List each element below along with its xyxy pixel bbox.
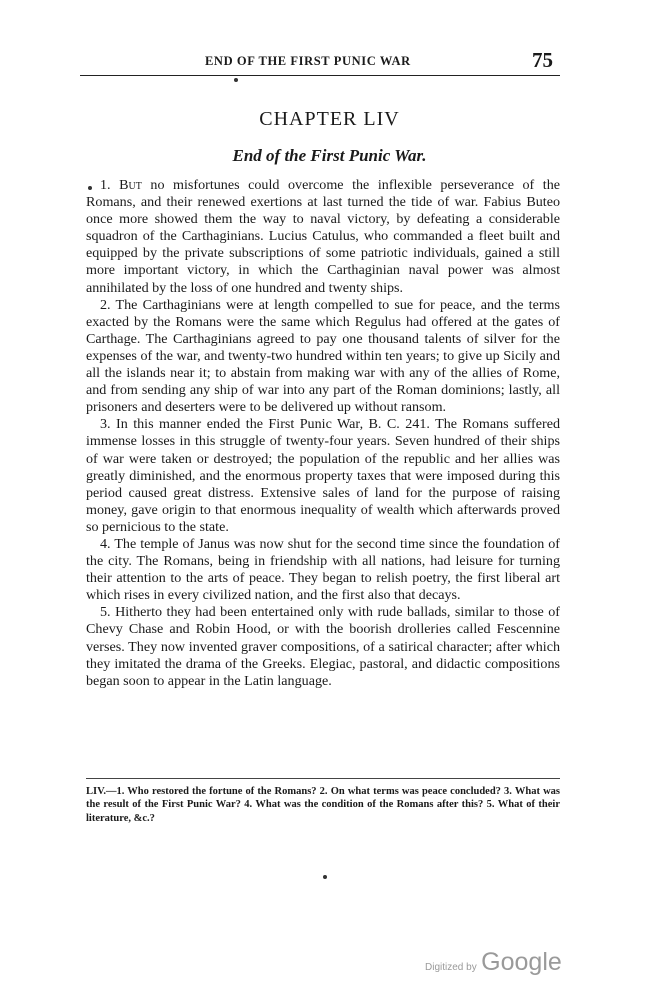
paragraph-2 <box>86 297 560 417</box>
paragraph-number: 2. <box>100 296 116 313</box>
paragraph-number: 3. <box>100 416 117 433</box>
paragraph-5 <box>86 604 560 689</box>
review-questions-footnote: LIV.—1. Who restored the fortune of the Romans? 2. On what terms was peace concluded? 3. What was the result of the First Punic War? 4. What was the condition of the Romans after this? 5. What of their literature, &c.? <box>86 786 560 824</box>
paragraph-text: Hitherto they had been entertained only with rude ballads, similar to those of Chevy Chase and Robin Hood, or with the boorish drolleries called Fescennine verses. They now invented graver compositions, of a satirical character; after which they imitated the drama of the Greeks. Elegiac, pastoral, and didactic compositions began soon to appear in the Latin language. <box>86 604 560 689</box>
chapter-subtitle: End of the First Punic War. <box>232 146 427 165</box>
paragraph-number: 5. <box>100 604 116 621</box>
page-number: 75 <box>532 48 553 72</box>
paragraph-opening-word: But <box>119 177 142 193</box>
chapter-body <box>86 177 560 690</box>
print-speck <box>88 186 92 190</box>
paragraph-text: no misfortunes could overcome the inflexible perseverance of the Romans, and their renewed exertions at last turned the tide of war. Fabius Buteo once more showed them the way to naval victory, by defeating a considerable squadron of the Carthaginians. Lucius Catulus, who commanded a fleet built and equipped by the private subscriptions of some patriotic individuals, gained a still more important victory, in which the Carthaginian naval power was almost annihilated by the loss of one hundred and twenty ships. <box>86 177 560 296</box>
paragraph-number: 1. <box>100 177 120 193</box>
print-speck <box>323 875 327 879</box>
chapter-title: CHAPTER LIV <box>259 108 400 130</box>
print-speck <box>234 78 238 82</box>
paragraph-3 <box>86 416 560 536</box>
paragraph-text: The temple of Janus was now shut for the second time since the foundation of the city. The Romans, being in friendship with all nations, had leisure for turning their attention to the arts of peace. They began to relish poetry, the first liberal art which rises in every civilized nation, and the first also that decays. <box>86 535 560 604</box>
watermark-brand: Google <box>481 948 562 976</box>
footnote-rule <box>86 778 560 779</box>
paragraph-number: 4. <box>100 535 115 552</box>
watermark-prefix: Digitized by <box>425 962 477 973</box>
paragraph-text: In this manner ended the First Punic War, B. C. 241. The Romans suffered immense losses in this struggle of twenty-four years. Seven hundred of their ships of war were taken or destroyed; the population of the republic and her allies was greatly diminished, and the enormous property taxes that were imposed during this period caused great distress. Extensive sales of land for the purpose of raising money, gave origin to that enormous inequality of wealth which afterwards proved so pernicious to the state. <box>86 416 560 535</box>
paragraph-text: The Carthaginians were at length compelled to sue for peace, and the terms exacted by the Romans were the same which Regulus had offered at the gates of Carthage. The Carthaginians agreed to pay one thousand talents of silver for the expenses of the war, and twenty-two hundred within ten years; to give up Sicily and all the islands near it; to abstain from making war with any of the allies of Rome, and from sending any ship of war into any part of the Roman dominions; lastly, all prisoners and deserters were to be delivered up without ransom. <box>86 296 560 416</box>
digitized-by-watermark <box>425 948 562 977</box>
running-title: END OF THE FIRST PUNIC WAR <box>205 54 411 68</box>
paragraph-4 <box>86 536 560 604</box>
paragraph-1 <box>86 177 560 297</box>
running-head <box>0 48 659 76</box>
header-rule <box>80 75 560 76</box>
